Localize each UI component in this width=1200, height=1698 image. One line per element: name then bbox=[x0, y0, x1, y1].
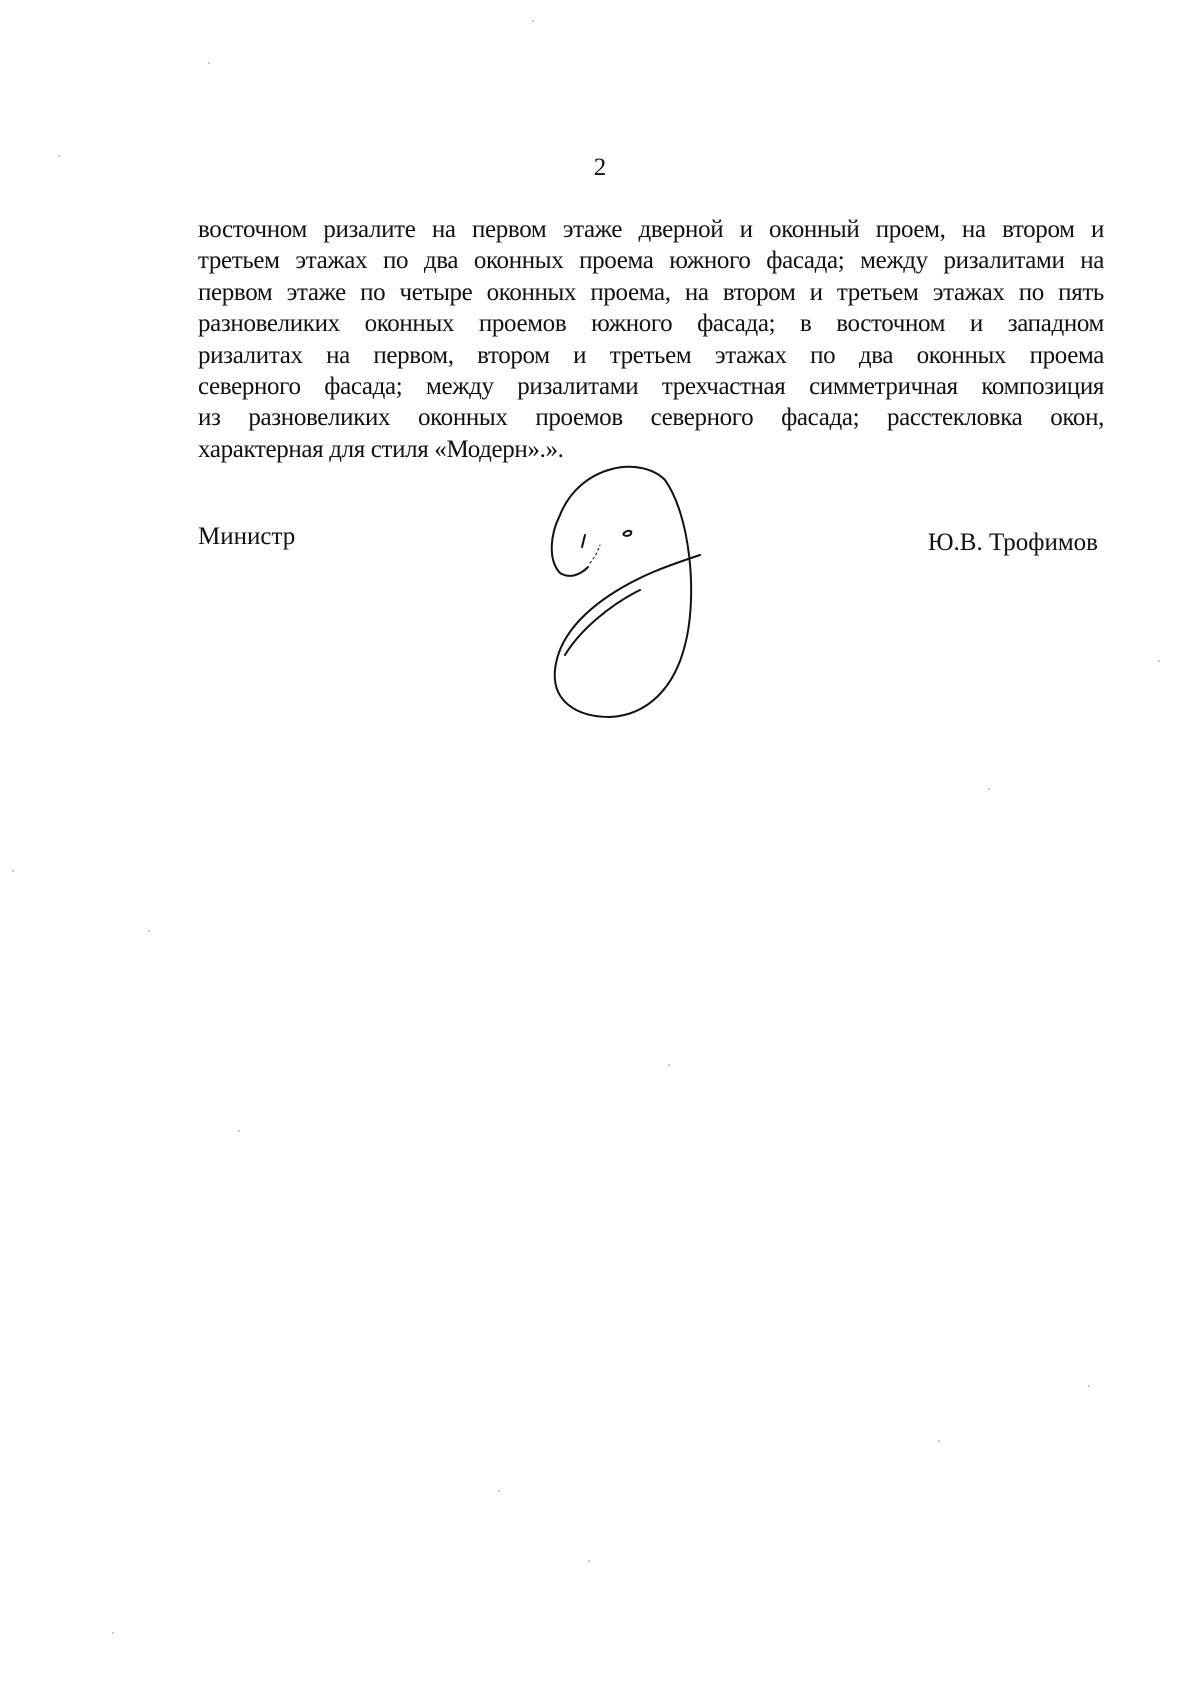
body-line: первом этаже по четыре оконных проема, на втором и третьем этажах по пять bbox=[198, 278, 1104, 306]
body-paragraph bbox=[198, 214, 1104, 465]
scan-speck bbox=[58, 155, 60, 157]
scan-speck bbox=[238, 1130, 240, 1132]
scan-speck bbox=[532, 20, 534, 22]
scan-speck bbox=[668, 1064, 670, 1066]
body-line: северного фасада; между ризалитами трехчастная симметричная композиция bbox=[198, 373, 1104, 401]
position-title: Министр bbox=[198, 523, 296, 550]
scan-speck bbox=[1158, 660, 1160, 662]
body-line: разновеликих оконных проемов южного фасада; в восточном и западном bbox=[198, 310, 1104, 338]
scan-speck bbox=[588, 1560, 590, 1562]
body-line: характерная для стиля «Модерн».». bbox=[198, 435, 564, 463]
body-line: третьем этажах по два оконных проема южного фасада; между ризалитами на bbox=[198, 247, 1104, 275]
scan-speck bbox=[12, 870, 14, 872]
scan-speck bbox=[1088, 1385, 1090, 1387]
signatory-name: Ю.В. Трофимов bbox=[927, 529, 1098, 556]
body-line: из разновеликих оконных проемов северного фасада; расстекловка окон, bbox=[198, 404, 1104, 432]
body-line: ризалитах на первом, втором и третьем этажах по два оконных проема bbox=[198, 341, 1104, 369]
scan-speck bbox=[938, 1440, 940, 1442]
scan-speck bbox=[112, 1632, 114, 1634]
scan-speck bbox=[148, 930, 150, 932]
body-line: восточном ризалите на первом этаже дверной и оконный проем, на втором и bbox=[198, 216, 1104, 243]
handwritten-signature bbox=[540, 455, 720, 725]
scan-speck bbox=[988, 788, 990, 790]
scan-speck bbox=[208, 62, 210, 64]
page-number: 2 bbox=[593, 154, 607, 181]
scan-speck bbox=[498, 1490, 500, 1492]
